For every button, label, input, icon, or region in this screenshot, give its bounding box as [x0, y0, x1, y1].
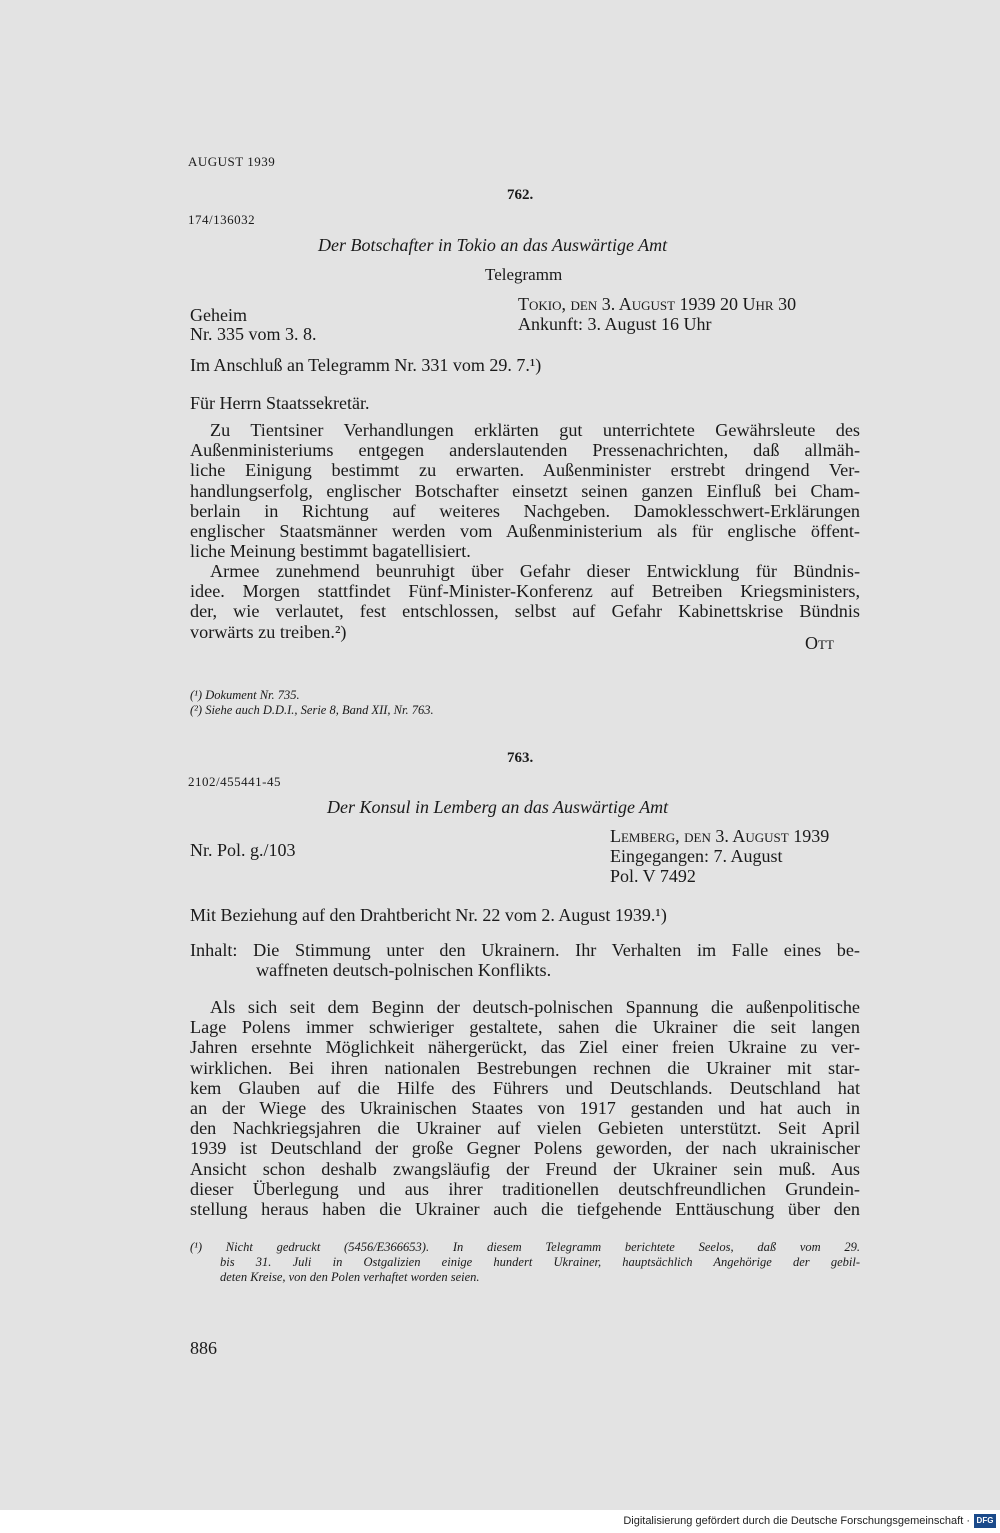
doc-763-number: 763.	[507, 750, 534, 766]
doc-763-reference-number: Nr. Pol. g./103	[190, 840, 296, 860]
digitization-footer	[0, 1510, 1000, 1533]
doc-763-film-ref: 2102/455441-45	[188, 774, 281, 789]
page-number: 886	[190, 1338, 217, 1358]
doc-763-received: Eingegangen: 7. August	[610, 846, 783, 866]
text-line: kem Glauben auf die Hilfe des Führers und Deutschlands. Deutschland hat	[190, 1077, 860, 1098]
doc-762-number: 762.	[507, 187, 534, 203]
text-line: Jahren ersehnte Möglichkeit nähergerückt, das Ziel einer freien Ukraine zu ver-	[190, 1037, 860, 1058]
doc-762-dateline: Tokio, den 3. August 1939 20 Uhr 30	[518, 294, 797, 314]
text-line: (¹) Nicht gedruckt (5456/E366653). In diesem Telegramm berichtete Seelos, daß vom 29.	[190, 1240, 860, 1254]
text-line: wirklichen. Bei ihren nationalen Bestrebungen rechnen die Ukrainer mit star-	[190, 1057, 860, 1078]
doc-762-footnote-1: (¹) Dokument Nr. 735.	[190, 688, 300, 702]
doc-762-reference: Im Anschluß an Telegramm Nr. 331 vom 29. 7.¹)	[190, 355, 542, 375]
doc-763-dateline: Lemberg, den 3. August 1939	[610, 826, 830, 846]
text-line: Armee zunehmend beunruhigt über Gefahr dieser Entwicklung für Bündnis-	[210, 561, 860, 581]
doc-762-film-ref: 174/136032	[188, 212, 256, 227]
dfg-logo: DFG	[974, 1514, 996, 1528]
doc-763-footnote-1	[190, 1240, 860, 1285]
text-line: Lage Polens immer schwieriger gestaltete, sahen die Ukrainer die seit langen	[190, 1017, 860, 1038]
doc-762-paragraph-1	[190, 420, 860, 561]
text-line: bis 31. Juli in Ostgalizien einige hundert Ukrainer, hauptsächlich Angehörige der gebil-	[220, 1255, 860, 1269]
doc-762-arrival: Ankunft: 3. August 16 Uhr	[518, 314, 712, 334]
doc-763-reference: Mit Beziehung auf den Drahtbericht Nr. 22 vom 2. August 1939.¹)	[190, 905, 667, 925]
text-line: liche Meinung bestimmt bagatellisiert.	[190, 541, 471, 562]
running-header: AUGUST 1939	[188, 154, 276, 169]
digitization-credit: Digitalisierung gefördert durch die Deutsche Forschungsgemeinschaft ·	[623, 1515, 970, 1527]
doc-762-footnote-2: (²) Siehe auch D.D.I., Serie 8, Band XII, Nr. 763.	[190, 703, 434, 717]
doc-762-classification: Geheim	[190, 305, 247, 325]
text-line: deten Kreise, von den Polen verhaftet worden seien.	[220, 1270, 480, 1284]
text-line: an der Wiege des Ukrainischen Staates von 1917 gestanden und hat auch in	[190, 1098, 860, 1119]
text-line: liche Einigung bestimmt zu erwarten. Außenminister erstrebt dringend Ver-	[190, 460, 860, 481]
text-line: waffneten deutsch-polnischen Konflikts.	[256, 960, 552, 981]
doc-763-paragraph-1	[190, 997, 860, 1219]
text-line: idee. Morgen stattfindet Fünf-Minister-Konferenz auf Betreiben Kriegsministers,	[190, 581, 860, 602]
text-line: Als sich seit dem Beginn der deutsch-polnischen Spannung die außenpolitische	[210, 997, 860, 1017]
text-line: berlain in Richtung auf weiteres Nachgeben. Damoklesschwert-Erklärungen	[190, 500, 860, 521]
text-line: den Nachkriegsjahren die Ukrainer auf vielen Gebieten unterstützt. Seit April	[190, 1118, 860, 1139]
text-line: Außenministeriums entgegen anderslautenden Pressenachrichten, daß allmäh-	[190, 440, 860, 461]
text-line: englischer Staatsmänner werden vom Außenministerium als für englische öffent-	[190, 521, 860, 542]
doc-763-content-summary	[190, 940, 860, 980]
doc-762-telegram-number: Nr. 335 vom 3. 8.	[190, 324, 317, 344]
doc-762-type: Telegramm	[485, 265, 563, 284]
text-line: der, wie verlautet, fest entschlossen, selbst auf Gefahr Kabinettskrise Bündnis	[190, 601, 860, 622]
doc-762-signature: Ott	[805, 633, 834, 653]
text-line: handlungserfolg, englischer Botschafter einsetzt seinen ganzen Einfluß bei Cham-	[190, 480, 860, 501]
text-line: Ansicht schon deshalb zwangsläufig der Freund der Ukrainer sein muß. Aus	[190, 1158, 860, 1179]
doc-763-title: Der Konsul in Lemberg an das Auswärtige Amt	[327, 797, 669, 817]
doc-762-salutation: Für Herrn Staatssekretär.	[190, 393, 370, 413]
text-line: Inhalt: Die Stimmung unter den Ukrainern. Ihr Verhalten im Falle eines be-	[190, 940, 860, 960]
doc-763-registry: Pol. V 7492	[610, 866, 696, 886]
text-line: 1939 ist Deutschland der große Gegner Polens geworden, der nach ukrainischer	[190, 1138, 860, 1159]
text-line: Zu Tientsiner Verhandlungen erklärten gut unterrichtete Gewährsleute des	[210, 420, 860, 440]
text-line: vorwärts zu treiben.²)	[190, 621, 347, 642]
doc-762-paragraph-2	[190, 561, 860, 642]
text-line: dieser Überlegung und aus ihrer traditionellen deutschfreundlichen Grundein-	[190, 1178, 860, 1199]
doc-762-title: Der Botschafter in Tokio an das Auswärtige Amt	[318, 235, 668, 255]
text-line: stellung heraus haben die Ukrainer auch die tiefgehende Enttäuschung über den	[190, 1199, 860, 1220]
